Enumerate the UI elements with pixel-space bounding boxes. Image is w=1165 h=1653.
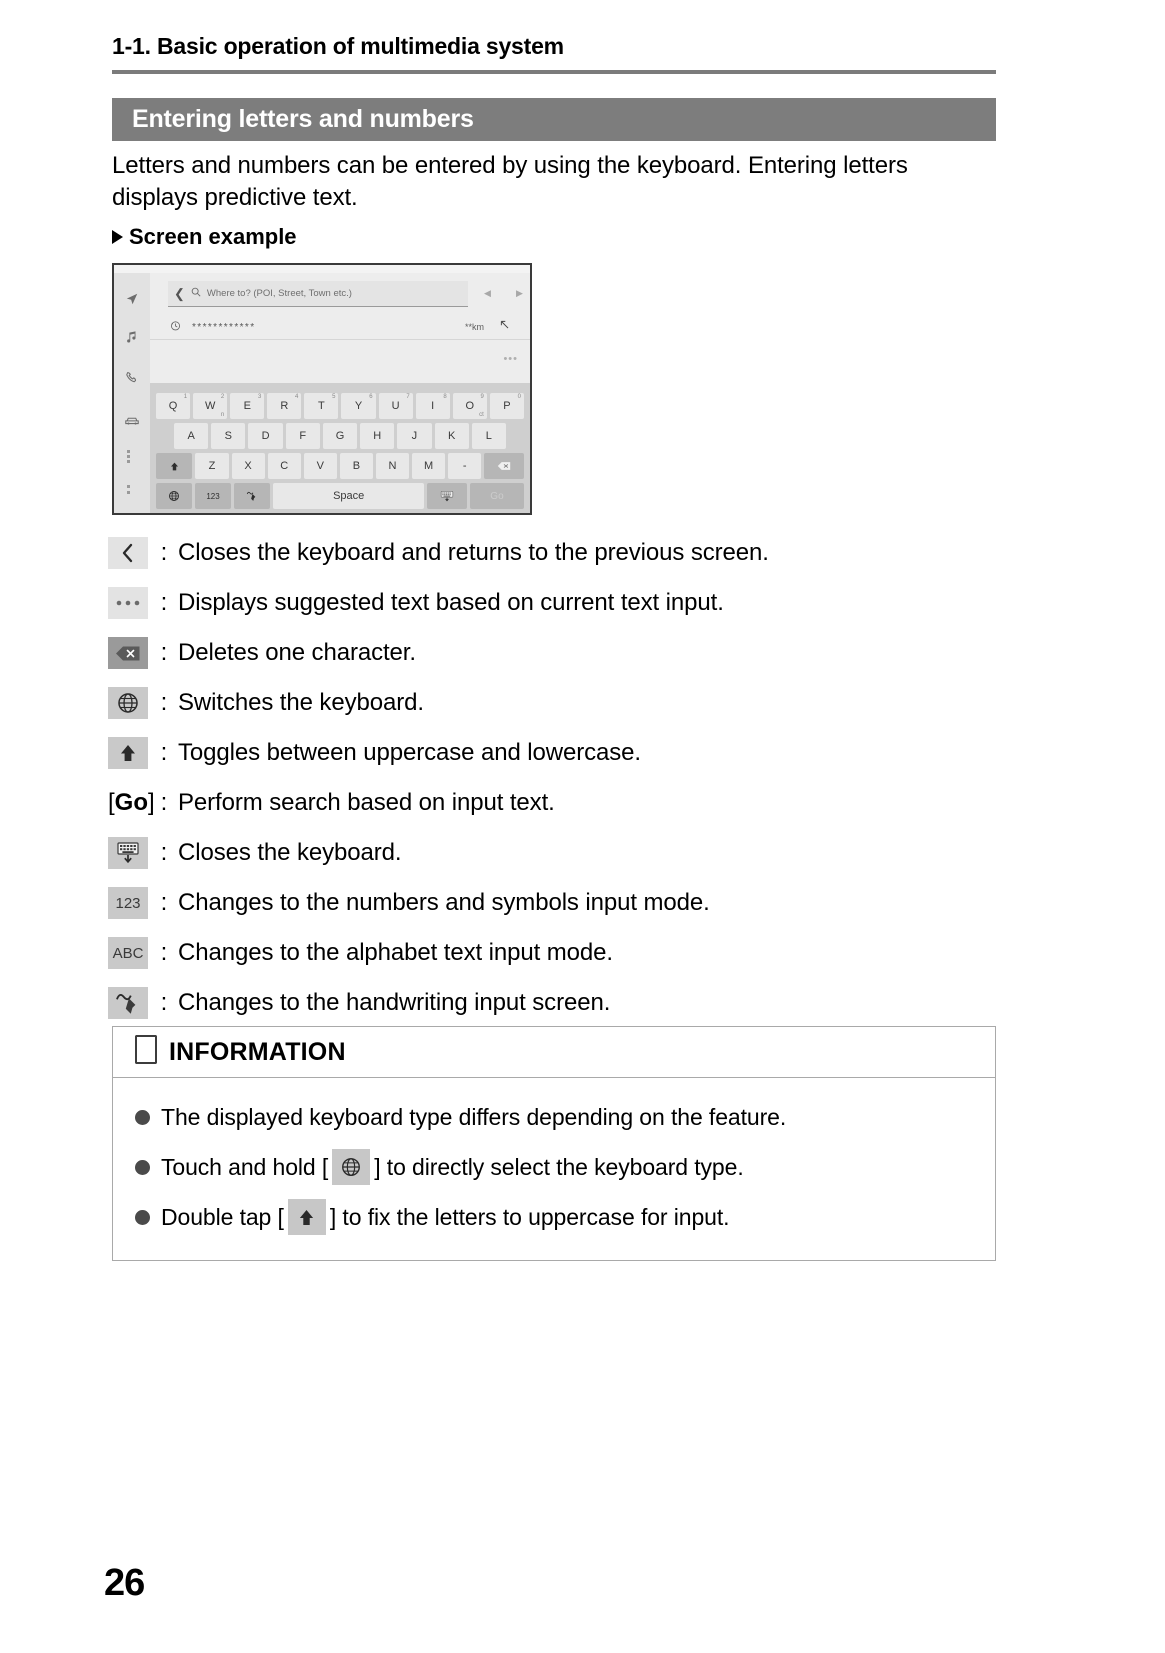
globe-sidebar-icon[interactable]: [120, 478, 144, 502]
key-q[interactable]: Q 1: [156, 393, 190, 419]
handwriting-icon[interactable]: [108, 987, 148, 1019]
bullet-dot: [135, 1110, 150, 1125]
device-search-row: [150, 281, 530, 311]
information-text-3-after: ] to fix the letters to uppercase for input.: [329, 1203, 730, 1230]
legend-key-handwriting: [108, 987, 150, 1019]
key-l[interactable]: L: [472, 423, 506, 449]
history-clock-icon: [170, 320, 181, 334]
key-s[interactable]: S: [211, 423, 245, 449]
music-note-icon[interactable]: [120, 325, 144, 349]
information-item-2: [113, 1142, 995, 1192]
key-y[interactable]: Y 6: [341, 393, 375, 419]
globe-icon[interactable]: [108, 687, 148, 719]
triangle-left-icon[interactable]: ◀: [484, 288, 491, 298]
legend-key-globe: [108, 687, 150, 719]
globe-icon[interactable]: [156, 483, 192, 509]
history-result-row[interactable]: [150, 317, 530, 340]
go-bracket-label: [Go]: [108, 789, 155, 816]
magnifier-icon: [191, 287, 201, 300]
legend-row-suggest: [108, 578, 998, 628]
key-o[interactable]: O 9 ct: [453, 393, 487, 419]
legend-colon: :: [160, 889, 168, 916]
keyboard-row-4: [150, 483, 530, 509]
header-divider: [112, 70, 996, 74]
key-n[interactable]: N: [376, 453, 409, 479]
key-g[interactable]: G: [323, 423, 357, 449]
numbers-key-123-icon[interactable]: 123: [195, 483, 231, 509]
legend-key-backspace: [108, 637, 150, 669]
information-item-1: [113, 1092, 995, 1142]
bullet-dot: [135, 1210, 150, 1225]
legend-text-backspace: Deletes one character.: [178, 639, 416, 666]
legend-colon: :: [160, 589, 168, 616]
legend-colon: :: [160, 939, 168, 966]
key-p[interactable]: P 0: [490, 393, 524, 419]
information-box: [112, 1026, 996, 1261]
arrow-up-left-icon: [499, 319, 510, 333]
information-item-3: [113, 1192, 995, 1242]
information-title: INFORMATION: [169, 1037, 346, 1066]
apps-icon[interactable]: [120, 445, 144, 469]
key-hyphen[interactable]: -: [448, 453, 481, 479]
alphabet-key-label: ABC: [112, 944, 144, 962]
key-j[interactable]: J: [397, 423, 431, 449]
legend-colon: :: [160, 739, 168, 766]
section-title: Entering letters and numbers: [132, 105, 474, 133]
legend-text-shift: Toggles between uppercase and lowercase.: [178, 739, 641, 766]
ellipsis-icon[interactable]: [108, 587, 148, 619]
legend-row-switch-keyboard: [108, 678, 998, 728]
key-r[interactable]: R 4: [267, 393, 301, 419]
more-suggestions-button[interactable]: •••: [503, 353, 518, 365]
legend-key-go: [108, 789, 155, 817]
legend-row-go: [108, 778, 998, 828]
keyboard-row-3: [150, 453, 530, 479]
book-icon: [135, 1040, 157, 1064]
key-k[interactable]: K: [435, 423, 469, 449]
space-key[interactable]: Space: [273, 483, 424, 509]
key-x[interactable]: X: [232, 453, 265, 479]
legend-text-numbers: Changes to the numbers and symbols input mode.: [178, 889, 710, 916]
globe-icon[interactable]: [332, 1149, 370, 1185]
legend-row-alphabet: [108, 928, 998, 978]
chapter-header: 1-1. Basic operation of multimedia system: [112, 33, 564, 59]
chevron-left-icon[interactable]: ❮: [174, 285, 185, 301]
legend-colon: :: [160, 689, 168, 716]
legend-text-handwriting: Changes to the handwriting input screen.: [178, 989, 611, 1016]
triangle-right-icon[interactable]: ▶: [516, 288, 523, 298]
section-bar: [112, 98, 996, 141]
device-sidebar: [114, 273, 150, 513]
legend-colon: :: [160, 639, 168, 666]
legend-key-suggest: [108, 587, 150, 619]
legend-key-abc: [108, 937, 150, 969]
legend-key-123: [108, 887, 150, 919]
keyboard-down-icon[interactable]: [108, 837, 148, 869]
legend-key-back: [108, 537, 150, 569]
go-key[interactable]: Go: [470, 483, 524, 509]
legend-text-close-keyboard: Closes the keyboard.: [178, 839, 402, 866]
legend-row-backspace: [108, 628, 998, 678]
information-text-1: The displayed keyboard type differs depending on the feature.: [161, 1103, 787, 1130]
keyboard-row-2: [150, 423, 530, 449]
legend-row-handwriting: [108, 978, 998, 1028]
key-c[interactable]: C: [268, 453, 301, 479]
device-top-strip: [114, 265, 530, 273]
legend-text-alphabet: Changes to the alphabet text input mode.: [178, 939, 613, 966]
car-icon[interactable]: [120, 408, 144, 432]
masked-result-text: ************: [192, 322, 256, 333]
navigation-arrow-icon[interactable]: [120, 287, 144, 311]
legend-colon: :: [160, 989, 168, 1016]
distance-label: **km: [464, 322, 484, 332]
legend-row-close-keyboard: [108, 828, 998, 878]
information-body: [113, 1078, 995, 1260]
key-a[interactable]: A: [174, 423, 208, 449]
information-header: [113, 1027, 995, 1078]
legend-row-shift: [108, 728, 998, 778]
legend-colon: :: [160, 539, 168, 566]
screen-example-heading: [112, 224, 297, 250]
key-z[interactable]: Z: [195, 453, 228, 479]
key-w[interactable]: W 2 n: [193, 393, 227, 419]
phone-icon[interactable]: [120, 365, 144, 389]
keyboard-row-1: [150, 393, 530, 419]
legend-text-switch-keyboard: Switches the keyboard.: [178, 689, 424, 716]
alphabet-key-abc-icon[interactable]: [108, 937, 148, 969]
triangle-right-icon: [112, 230, 123, 244]
search-input[interactable]: [168, 281, 468, 307]
bullet-dot: [135, 1160, 150, 1175]
legend-text-suggest: Displays suggested text based on current text input.: [178, 589, 724, 616]
screen-example-label: Screen example: [129, 224, 297, 249]
screen-example-figure: [112, 263, 532, 515]
on-screen-keyboard: [150, 383, 530, 513]
information-text-2-after: ] to directly select the keyboard type.: [374, 1153, 744, 1180]
shift-arrow-icon[interactable]: [288, 1199, 326, 1235]
backspace-icon[interactable]: [484, 453, 524, 479]
numbers-key-123-icon[interactable]: [108, 887, 148, 919]
device-main-area: [150, 273, 530, 513]
key-m[interactable]: M: [412, 453, 445, 479]
key-f[interactable]: F: [286, 423, 320, 449]
intro-paragraph: Letters and numbers can be entered by using the keyboard. Entering letters displays predictive text.: [112, 152, 908, 211]
key-i[interactable]: I 8: [416, 393, 450, 419]
shift-arrow-icon[interactable]: [108, 737, 148, 769]
search-placeholder: Where to? (POI, Street, Town etc.): [206, 288, 352, 299]
handwriting-icon[interactable]: [234, 483, 270, 509]
page-number: 26: [104, 1562, 145, 1604]
legend-row-numbers: [108, 878, 998, 928]
legend-key-shift: [108, 737, 150, 769]
key-h[interactable]: H: [360, 423, 394, 449]
key-b[interactable]: B: [340, 453, 373, 479]
legend-text-go: Perform search based on input text.: [178, 789, 555, 816]
backspace-icon[interactable]: [108, 637, 148, 669]
key-d[interactable]: D: [248, 423, 282, 449]
legend-colon: :: [160, 789, 168, 816]
legend-text-back: Closes the keyboard and returns to the previous screen.: [178, 539, 769, 566]
keyboard-down-icon[interactable]: [427, 483, 467, 509]
information-text-3-before: Double tap [: [161, 1203, 284, 1230]
information-text-2-before: Touch and hold [: [161, 1153, 329, 1180]
chevron-left-icon[interactable]: [108, 537, 148, 569]
legend-colon: :: [160, 839, 168, 866]
shift-arrow-icon[interactable]: [156, 453, 192, 479]
legend-row-back: [108, 528, 998, 578]
key-v[interactable]: V: [304, 453, 337, 479]
legend-key-close-keyboard: [108, 837, 150, 869]
legend-list: [108, 528, 998, 1028]
key-e[interactable]: E 3: [230, 393, 264, 419]
key-u[interactable]: U 7: [379, 393, 413, 419]
key-t[interactable]: T 5: [304, 393, 338, 419]
numbers-key-label: 123: [115, 894, 141, 912]
